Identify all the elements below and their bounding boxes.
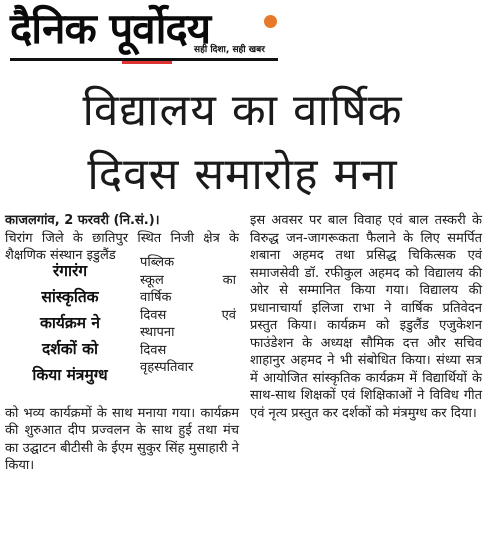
pull-quote-line: किया मंत्रमुग्ध — [32, 366, 108, 384]
side-line: दिवस एवं — [140, 307, 236, 323]
newspaper-tagline: सही दिशा, सही खबर — [194, 45, 265, 55]
side-text-column — [140, 254, 236, 377]
side-line: दिवस — [140, 342, 167, 358]
side-line: स्थापना — [140, 325, 175, 340]
side-line: पब्लिक — [140, 255, 175, 270]
headline-line-1: विद्यालय का वार्षिक — [82, 85, 403, 136]
left-bottom-paragraph: को भव्य कार्यक्रमों के साथ मनाया गया। कार्यक्रम की शुरुआत दीप प्रज्वलन के साथ हुई तथा मंच का उद्घाटन बीटीसी के ईएम सुकुर सिंह मुसाहारी ने किया। — [5, 405, 239, 473]
pull-quote-line: सांस्कृतिक — [41, 288, 99, 306]
newspaper-name: दैनिक पूर्वोदय — [10, 4, 211, 53]
side-line: वृहस्पतिवार — [140, 360, 194, 375]
pull-quote — [5, 258, 135, 388]
masthead-logo — [10, 6, 278, 64]
dateline: काजलगांव, 2 फरवरी (नि.सं.)। — [5, 213, 160, 228]
pull-quote-line: दर्शकों को — [41, 340, 98, 358]
left-top-paragraph: चिरांग जिले के छातिपुर स्थित निजी क्षेत्र के शैक्षणिक संस्थान इडुलैंड — [5, 230, 239, 263]
pull-quote-line: कार्यक्रम ने — [39, 314, 101, 332]
masthead-red-line — [122, 61, 172, 64]
side-line: वार्षिक — [140, 290, 172, 305]
side-line: स्कूल का — [140, 272, 236, 288]
headline-line-2: दिवस समारोह मना — [87, 149, 398, 200]
article-right-column: इस अवसर पर बाल विवाह एवं बाल तस्करी के विरुद्ध जन-जागरूकता फैलाने के लिए समर्पित शबाना अहमद तथा प्रसिद्ध चिकित्सक एवं समाजसेवी डॉ. रफीकुल अहमद को विद्यालय की ओर से सम्मानित किया गया। विद्यालय की प्रधानाचार्या इलिजा राभा ने वार्षिक प्रतिवेदन प्रस्तुत किया। कार्यक्रम को इडुलैंड एजुकेशन फाउंडेशन के अध्यक्ष सौमिक दत्त और सचिव शाहानुर अहमद ने भी संबोधित किया। संध्या सत्र में आयोजित सांस्कृतिक कार्यक्रम में विद्यार्थियों के साथ-साथ शिक्षकों एवं शिक्षिकाओं ने विविध गीत एवं नृत्य प्रस्तुत कर दर्शकों को मंत्रमुग्ध कर दिया। — [250, 213, 482, 421]
logo-sun-dot — [264, 15, 277, 28]
pull-quote-line: रंगारंग — [52, 262, 88, 280]
